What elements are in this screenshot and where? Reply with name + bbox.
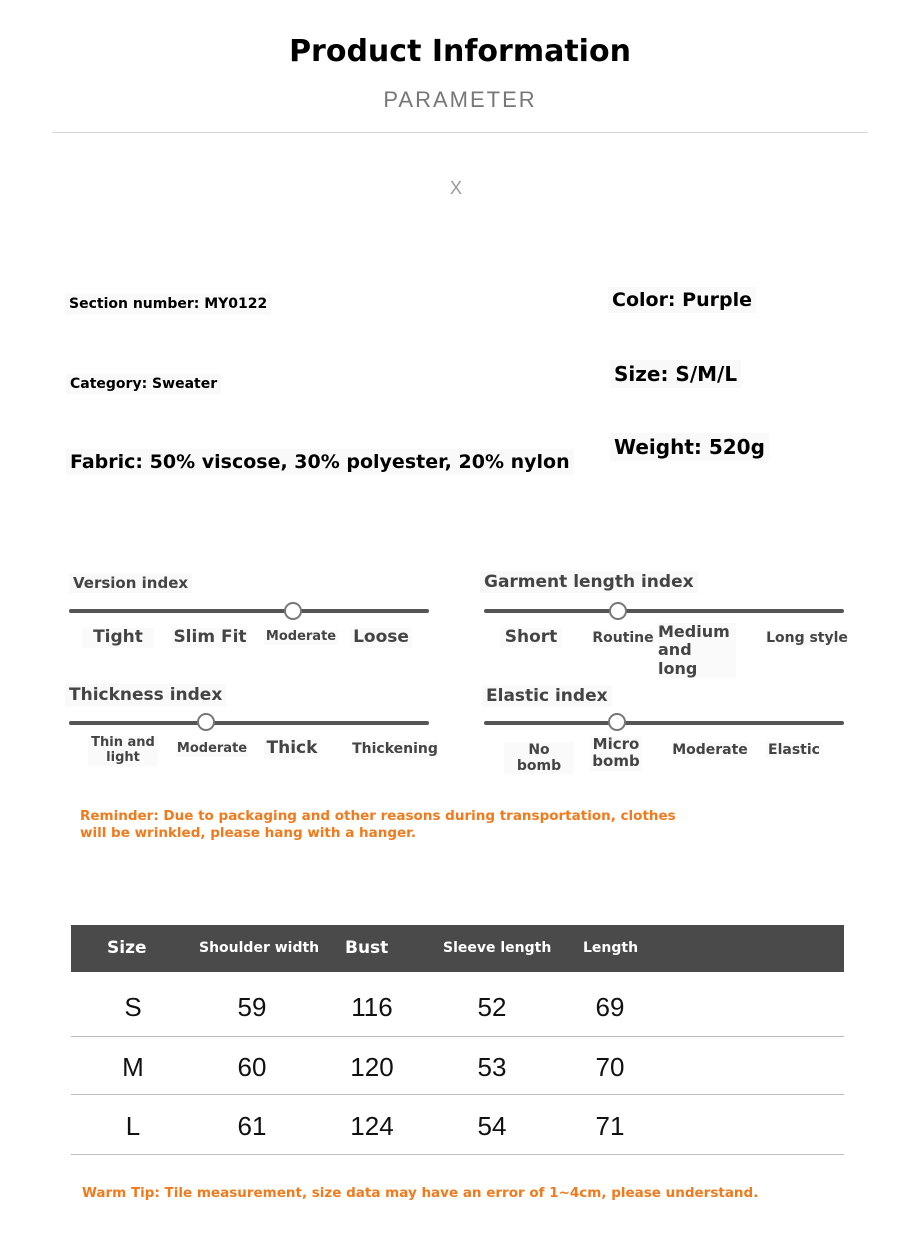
elastic-option: No bomb bbox=[504, 742, 574, 774]
table-cell: S bbox=[124, 992, 142, 1022]
garment-length-index-title: Garment length index bbox=[480, 571, 698, 593]
garment-length-index-knob bbox=[609, 602, 627, 620]
table-cell: 61 bbox=[237, 1111, 267, 1141]
table-cell: L bbox=[125, 1111, 141, 1141]
section-number: Section number: MY0122 bbox=[65, 294, 271, 314]
header-shoulder-width: Shoulder width bbox=[199, 940, 320, 956]
thickness-index-track bbox=[69, 721, 429, 725]
table-cell: 71 bbox=[595, 1111, 625, 1141]
version-option: Tight bbox=[82, 628, 154, 648]
thickness-option: Thick bbox=[264, 739, 320, 759]
thickness-index-title: Thickness index bbox=[65, 684, 226, 706]
size: Size: S/M/L bbox=[610, 360, 741, 388]
table-cell: 54 bbox=[477, 1111, 507, 1141]
elastic-option: Elastic bbox=[766, 742, 822, 758]
elastic-option: Moderate bbox=[672, 742, 748, 758]
version-option: Moderate bbox=[265, 629, 337, 644]
table-cell: 52 bbox=[477, 992, 507, 1022]
elastic-index-title: Elastic index bbox=[482, 685, 612, 707]
elastic-index-track bbox=[484, 721, 844, 725]
header-size: Size bbox=[107, 938, 147, 958]
table-cell: 124 bbox=[350, 1111, 394, 1141]
header-divider bbox=[52, 132, 868, 133]
fabric: Fabric: 50% viscose, 30% polyester, 20% nylon bbox=[66, 449, 574, 475]
table-cell: 116 bbox=[351, 992, 393, 1022]
elastic-option: Micro bomb bbox=[590, 736, 642, 771]
row-divider bbox=[71, 1094, 844, 1095]
page-subtitle: PARAMETER bbox=[383, 87, 537, 112]
thickness-option: Thickening bbox=[352, 741, 438, 757]
header-bust: Bust bbox=[345, 938, 389, 958]
table-cell: 59 bbox=[237, 992, 267, 1022]
elastic-index-knob bbox=[608, 713, 626, 731]
garment-length-option: Short bbox=[500, 628, 562, 648]
table-cell: 53 bbox=[477, 1052, 507, 1082]
table-cell: 120 bbox=[350, 1052, 394, 1082]
size-table-header bbox=[71, 925, 844, 972]
version-option: Loose bbox=[350, 628, 412, 648]
table-cell: 60 bbox=[237, 1052, 267, 1082]
table-cell: 70 bbox=[595, 1052, 625, 1082]
garment-length-option: Medium and long bbox=[658, 623, 736, 678]
category: Category: Sweater bbox=[66, 374, 221, 394]
reminder-note: Reminder: Due to packaging and other reasons during transportation, clothes will be wrinkled, please hang with a hanger. bbox=[80, 808, 676, 841]
garment-length-option: Long style bbox=[766, 630, 848, 646]
garment-length-index-track bbox=[484, 609, 844, 613]
garment-length-option: Routine bbox=[592, 630, 654, 646]
color: Color: Purple bbox=[608, 287, 756, 313]
version-index-track bbox=[69, 609, 429, 613]
page-title: Product Information bbox=[289, 34, 631, 69]
version-index-knob bbox=[284, 602, 302, 620]
x-mark: X bbox=[450, 178, 463, 198]
weight: Weight: 520g bbox=[610, 433, 769, 461]
warm-tip: Warm Tip: Tile measurement, size data may have an error of 1~4cm, please understand. bbox=[82, 1185, 759, 1201]
row-divider bbox=[71, 1036, 844, 1037]
table-cell: M bbox=[122, 1052, 144, 1082]
thickness-option: Thin and light bbox=[88, 736, 158, 766]
thickness-index-knob bbox=[197, 713, 215, 731]
table-cell: 69 bbox=[595, 992, 625, 1022]
row-divider bbox=[71, 1154, 844, 1155]
thickness-option: Moderate bbox=[176, 741, 248, 756]
version-option: Slim Fit bbox=[173, 627, 247, 647]
header-sleeve-length: Sleeve length bbox=[443, 940, 552, 956]
header-length: Length bbox=[583, 940, 639, 956]
version-index-title: Version index bbox=[69, 573, 192, 593]
